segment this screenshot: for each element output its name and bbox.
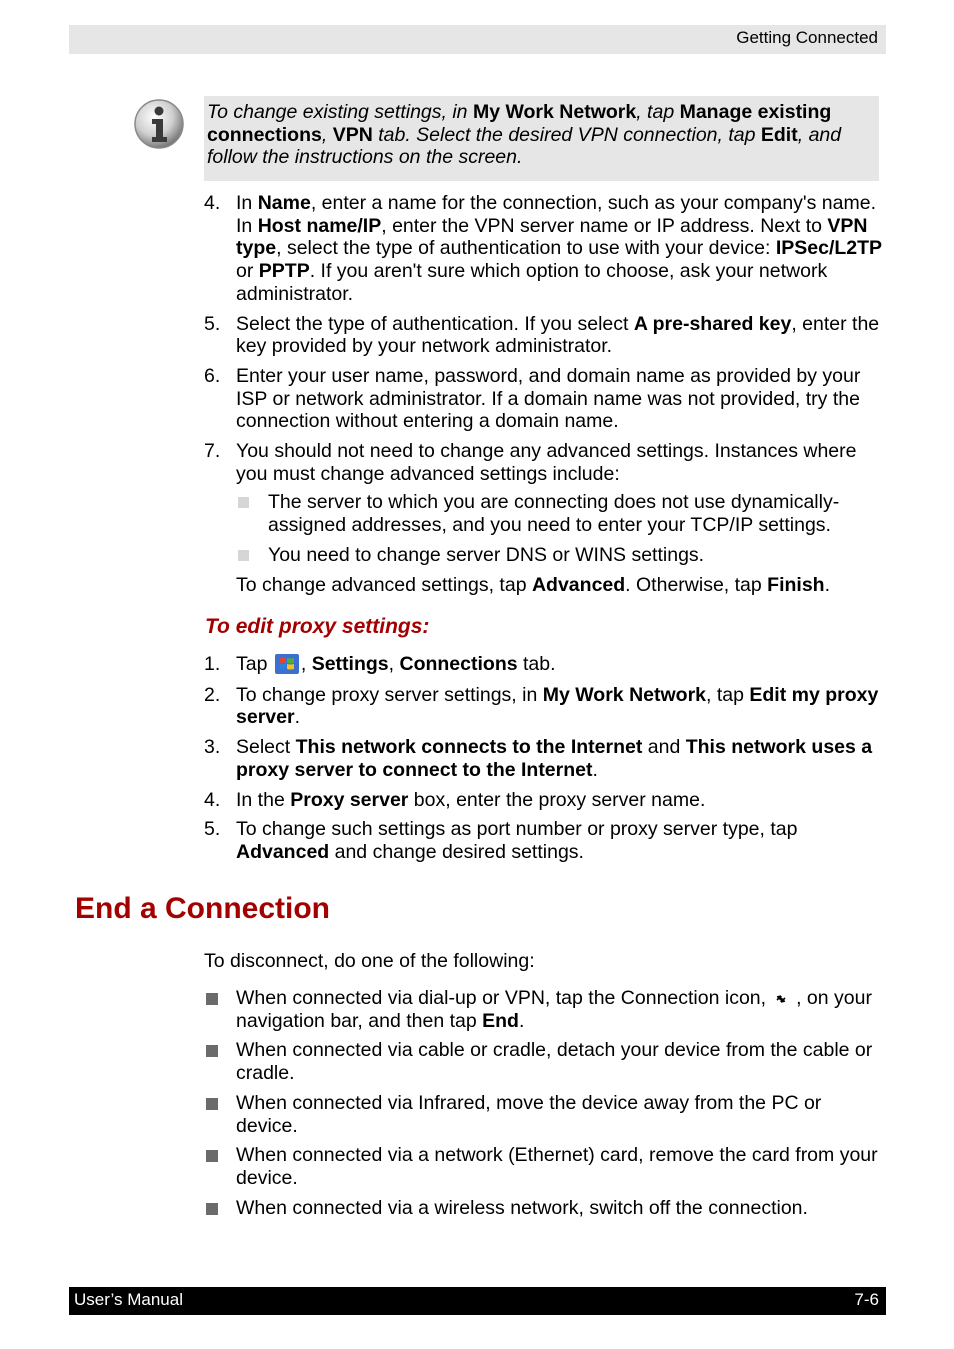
list-item bbox=[204, 789, 884, 812]
step-text: . bbox=[592, 758, 598, 781]
step-text: , enter the key provided by your network administrator. bbox=[236, 312, 880, 358]
sub-bullet-list bbox=[236, 491, 884, 566]
step-bold: Name bbox=[257, 192, 311, 214]
step-number: 4. bbox=[204, 192, 221, 214]
list-item bbox=[204, 1039, 884, 1084]
advanced-note bbox=[236, 574, 884, 597]
list-item bbox=[204, 987, 884, 1032]
step-text: , select the type of authentication to use with your device: bbox=[276, 237, 776, 260]
note-bold: My Work Network bbox=[472, 101, 637, 123]
list-item bbox=[204, 313, 884, 358]
list-item bbox=[204, 818, 884, 863]
header-title: Getting Connected bbox=[736, 28, 878, 47]
step-text: , bbox=[300, 653, 312, 675]
page-number: 7-6 bbox=[854, 1290, 879, 1309]
bullet-square-icon bbox=[206, 1150, 218, 1162]
list-item bbox=[204, 1197, 884, 1220]
list-item bbox=[204, 1092, 884, 1137]
procedure-title: To edit proxy settings: bbox=[205, 615, 430, 638]
list-item bbox=[204, 1144, 884, 1189]
step-number: 4. bbox=[204, 788, 221, 811]
bullet-text: You need to change server DNS or WINS settings. bbox=[268, 543, 705, 566]
step-text: , enter a name for the connection, such as your company's name. In bbox=[236, 192, 877, 237]
step-text: , tap bbox=[706, 683, 750, 706]
note-bold: VPN bbox=[332, 123, 373, 146]
footer-manual-title: User’s Manual bbox=[74, 1290, 183, 1309]
step-bold: Connections bbox=[399, 653, 518, 675]
step-bold: Host name/IP bbox=[257, 214, 382, 237]
connection-icon bbox=[770, 991, 792, 1007]
page-footer bbox=[69, 1287, 886, 1315]
step-text: You should not need to change any advanced settings. Instances where you must change advanced settings include: bbox=[236, 440, 857, 485]
step-text: . Otherwise, tap bbox=[625, 573, 768, 596]
disconnect-list bbox=[204, 987, 884, 1219]
step-text: , enter the VPN server name or IP address. Next to bbox=[381, 214, 828, 237]
bullet-text: The server to which you are connecting does not use dynamically-assigned addresses, and you need to enter your TCP/IP settings. bbox=[268, 491, 840, 537]
step-bold: IPSec/L2TP bbox=[775, 237, 883, 260]
item-text: When connected via a network (Ethernet) card, remove the card from your device. bbox=[236, 1144, 878, 1189]
step-bold: VPN type bbox=[236, 214, 868, 260]
list-item bbox=[204, 192, 884, 306]
step-text: , bbox=[388, 653, 400, 675]
section-intro: To disconnect, do one of the following: bbox=[204, 950, 535, 972]
bullet-square-icon bbox=[238, 497, 249, 508]
item-text: When connected via a wireless network, switch off the connection. bbox=[236, 1196, 808, 1219]
step-bold: This network uses a proxy server to connect to the Internet bbox=[236, 736, 873, 781]
bullet-square-icon bbox=[206, 1203, 218, 1215]
step-text: . bbox=[294, 706, 300, 729]
list-item bbox=[204, 365, 884, 433]
step-number: 2. bbox=[204, 683, 221, 706]
step-text: . bbox=[824, 573, 830, 596]
step-bold: Proxy server bbox=[290, 788, 409, 811]
note-bold: Manage existing connections bbox=[207, 101, 832, 146]
bullet-square-icon bbox=[206, 1098, 218, 1110]
step-number: 6. bbox=[204, 364, 221, 387]
step-bold: A pre-shared key bbox=[633, 312, 792, 335]
step-bold: Advanced bbox=[531, 573, 626, 596]
list-item bbox=[204, 440, 884, 596]
step-number: 1. bbox=[204, 653, 221, 675]
sub-bullet-item bbox=[236, 544, 884, 567]
bullet-square-icon bbox=[238, 550, 249, 561]
step-bold: This network connects to the Internet bbox=[295, 736, 643, 759]
sub-bullet-item bbox=[236, 491, 884, 536]
windows-start-icon bbox=[275, 654, 299, 674]
note-bold: Edit bbox=[760, 123, 798, 146]
step-number: 3. bbox=[204, 736, 221, 759]
info-icon bbox=[133, 98, 185, 150]
step-bold: Finish bbox=[767, 573, 825, 596]
step-number: 7. bbox=[204, 440, 221, 463]
proxy-steps-list bbox=[204, 653, 884, 864]
item-bold: End bbox=[482, 1009, 519, 1032]
page-header bbox=[69, 25, 886, 54]
step-text: To change such settings as port number or proxy server type, tap bbox=[236, 818, 798, 841]
bullet-square-icon bbox=[206, 993, 218, 1005]
step-bold: Edit my proxy server bbox=[236, 683, 879, 729]
list-item bbox=[204, 653, 884, 676]
section-title: End a Connection bbox=[75, 892, 330, 925]
note-box bbox=[204, 96, 879, 181]
note-text: , and follow the instructions on the screen. bbox=[207, 123, 842, 169]
step-bold: PPTP bbox=[258, 260, 310, 283]
step-number: 5. bbox=[204, 312, 221, 335]
list-item bbox=[204, 684, 884, 729]
step-text: tab. bbox=[517, 653, 556, 675]
step-text: . If you aren't sure which option to choose, ask your network administrator. bbox=[236, 260, 828, 305]
step-text: Enter your user name, password, and domain name as provided by your ISP or network administrator. If a domain name was not provided, try the connection without entering a domain name. bbox=[236, 364, 861, 433]
note-text: tab. Select the desired VPN connection, tap bbox=[372, 123, 761, 146]
step-text: Select the type of authentication. If you select bbox=[236, 312, 634, 335]
step-text: Tap bbox=[236, 653, 273, 675]
step-text: To change advanced settings, tap bbox=[236, 573, 532, 596]
step-number: 5. bbox=[204, 818, 221, 841]
item-text: When connected via dial-up or VPN, tap the Connection icon, bbox=[236, 987, 767, 1009]
step-bold: Settings bbox=[311, 653, 389, 675]
item-text: . bbox=[518, 1009, 525, 1032]
vpn-steps-list bbox=[204, 192, 884, 596]
step-text: Select bbox=[236, 736, 296, 759]
step-text: or bbox=[236, 260, 259, 283]
note-text: , tap bbox=[636, 101, 680, 123]
step-text: and bbox=[642, 736, 686, 759]
step-text: box, enter the proxy server name. bbox=[408, 788, 706, 811]
note-text: To change existing settings, in bbox=[207, 101, 473, 123]
item-text: When connected via cable or cradle, detach your device from the cable or cradle. bbox=[236, 1039, 873, 1085]
step-text: In the bbox=[236, 788, 291, 811]
item-text: , on your navigation bar, and then tap bbox=[236, 987, 872, 1032]
step-bold: My Work Network bbox=[542, 683, 707, 706]
step-text: and change desired settings. bbox=[329, 840, 584, 863]
step-text: In bbox=[236, 192, 258, 214]
item-text: When connected via Infrared, move the device away from the PC or device. bbox=[236, 1091, 822, 1137]
note-text: , bbox=[321, 123, 333, 146]
list-item bbox=[204, 736, 884, 781]
step-bold: Advanced bbox=[236, 840, 330, 863]
bullet-square-icon bbox=[206, 1045, 218, 1057]
step-text: To change proxy server settings, in bbox=[236, 683, 543, 706]
